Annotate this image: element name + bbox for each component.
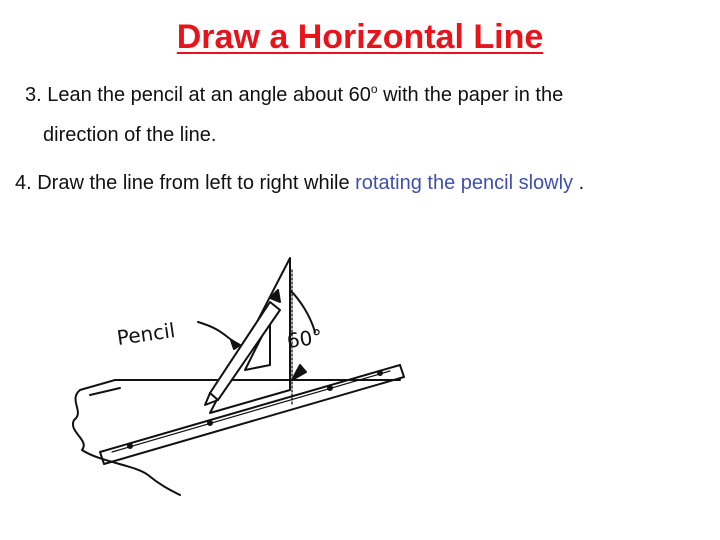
degree-mark: o [370, 82, 378, 96]
pencil-label-arrowhead [231, 340, 240, 349]
step-4-text [15, 171, 584, 195]
slide-title: Draw a Horizontal Line [176, 18, 544, 56]
rivet [378, 371, 382, 375]
step-3-text [25, 82, 563, 107]
step-4-prefix: 4. Draw the line from left to right while [15, 172, 356, 194]
t-square-slot [112, 371, 390, 452]
angle-line-arrow [292, 365, 306, 380]
rivet [208, 421, 212, 425]
step-4-suffix: . [573, 172, 585, 194]
drawing-board [73, 380, 400, 495]
step-3-prefix: 3. Lean the pencil at an angle about 60 [25, 84, 371, 106]
step-3-continuation: direction of the line. [43, 124, 217, 146]
step-3-suffix: with the paper in the [377, 84, 564, 106]
rivet [128, 444, 132, 448]
board-inner-edge [90, 388, 120, 395]
step-4-highlight: rotating the pencil slowly [355, 172, 574, 194]
angle-label: 60° [285, 324, 324, 353]
rivet [328, 386, 332, 390]
pencil-drawing-illustration [60, 240, 480, 500]
pencil-label: Pencil [115, 318, 177, 350]
